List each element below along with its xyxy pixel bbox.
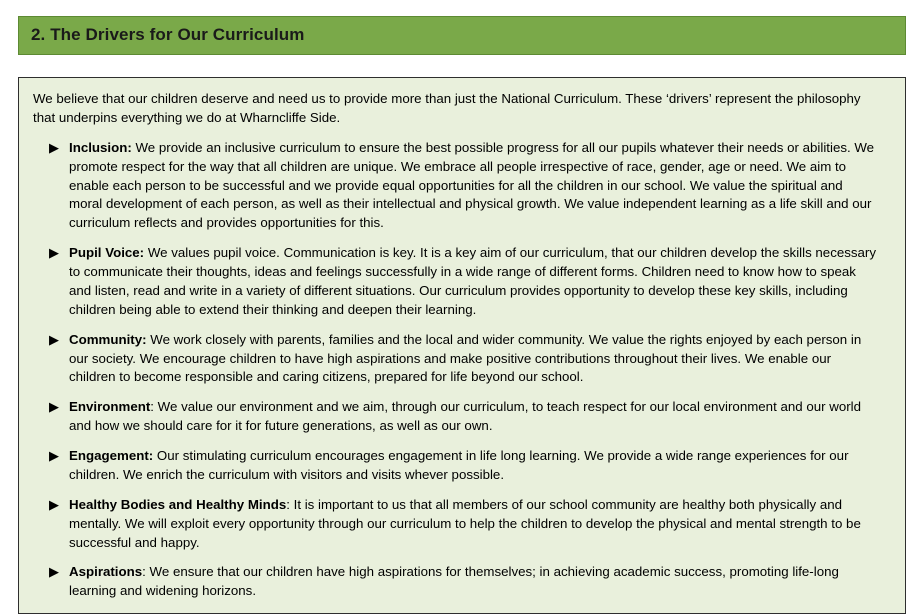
driver-term: Inclusion: (69, 139, 132, 155)
driver-description: Our stimulating curriculum encourages engagement in life long learning. We provide a wide range experiences for our children. We enrich the curriculum with visitors and visits whever possible. (69, 448, 849, 482)
triangle-bullet-icon: ▶ (49, 139, 59, 155)
driver-description: We work closely with parents, families and the local and wider community. We value the rights enjoyed by each person in our society. We encourage children to have high aspirations and make positive contributions throughout their lives. We enable our children to become responsible and caring citizens, prepared for life beyond our school. (69, 331, 862, 385)
section-header: 2. The Drivers for Our Curriculum (18, 16, 906, 55)
list-item (31, 496, 891, 553)
list-item (31, 331, 891, 388)
driver-term: Aspirations (69, 564, 143, 580)
driver-description: We provide an inclusive curriculum to ensure the best possible progress for all our pupils whatever their needs or abilities. We promote respect for the way that all children are unique. We embrace all people irrespective of race, gender, age or need. We aim to enable each person to be successful and we provide equal opportunities for all the children in our school. We value the spiritual and moral development of each person, as well as their intellectual and physical growth. We value independent learning as a life skill and our curriculum reflects and provides opportunities for this. (69, 139, 875, 231)
drivers-content-box (18, 77, 906, 614)
triangle-bullet-icon: ▶ (49, 496, 59, 512)
list-item (31, 139, 891, 233)
driver-description: : We ensure that our children have high aspirations for themselves; in achieving academic success, promoting life-long learning and widening horizons. (69, 564, 839, 599)
triangle-bullet-icon: ▶ (49, 331, 59, 347)
list-item (31, 244, 891, 320)
intro-paragraph: We believe that our children deserve and need us to provide more than just the National Curriculum. These ‘drivers’ represent the philosophy that underpins everything we do at Wharncliffe Side. (33, 91, 861, 125)
driver-term: Engagement: (69, 448, 154, 463)
triangle-bullet-icon: ▶ (49, 399, 59, 415)
driver-description: : We value our environment and we aim, through our curriculum, to teach respect for our local environment and our world and how we should care for it for future generations, as well as our own. (69, 399, 862, 434)
triangle-bullet-icon: ▶ (49, 448, 59, 463)
driver-term: Pupil Voice: (69, 245, 145, 261)
driver-description: We values pupil voice. Communication is key. It is a key aim of our curriculum, that our children develop the skills necessary to communicate their thoughts, ideas and feelings successfully in a wide range of different forms. Children need to know how to speak and listen, read and write in a variety of different situations. Our curriculum provides opportunity to develop these key skills, including children being able to extend their thinking and deepen their learning. (69, 245, 877, 317)
driver-term: Environment (69, 399, 151, 415)
driver-term: Healthy Bodies and Healthy Minds (69, 496, 287, 512)
list-item (31, 398, 891, 436)
driver-description: : It is important to us that all members of our school community are healthy both physically and mentally. We will exploit every opportunity through our curriculum to help the children to develop the physical and mental strength to be successful and happy. (69, 496, 861, 550)
driver-term: Community: (69, 331, 147, 347)
list-item (31, 447, 891, 485)
drivers-list (31, 139, 891, 601)
triangle-bullet-icon: ▶ (49, 564, 59, 580)
triangle-bullet-icon: ▶ (49, 245, 59, 261)
list-item (31, 563, 891, 601)
